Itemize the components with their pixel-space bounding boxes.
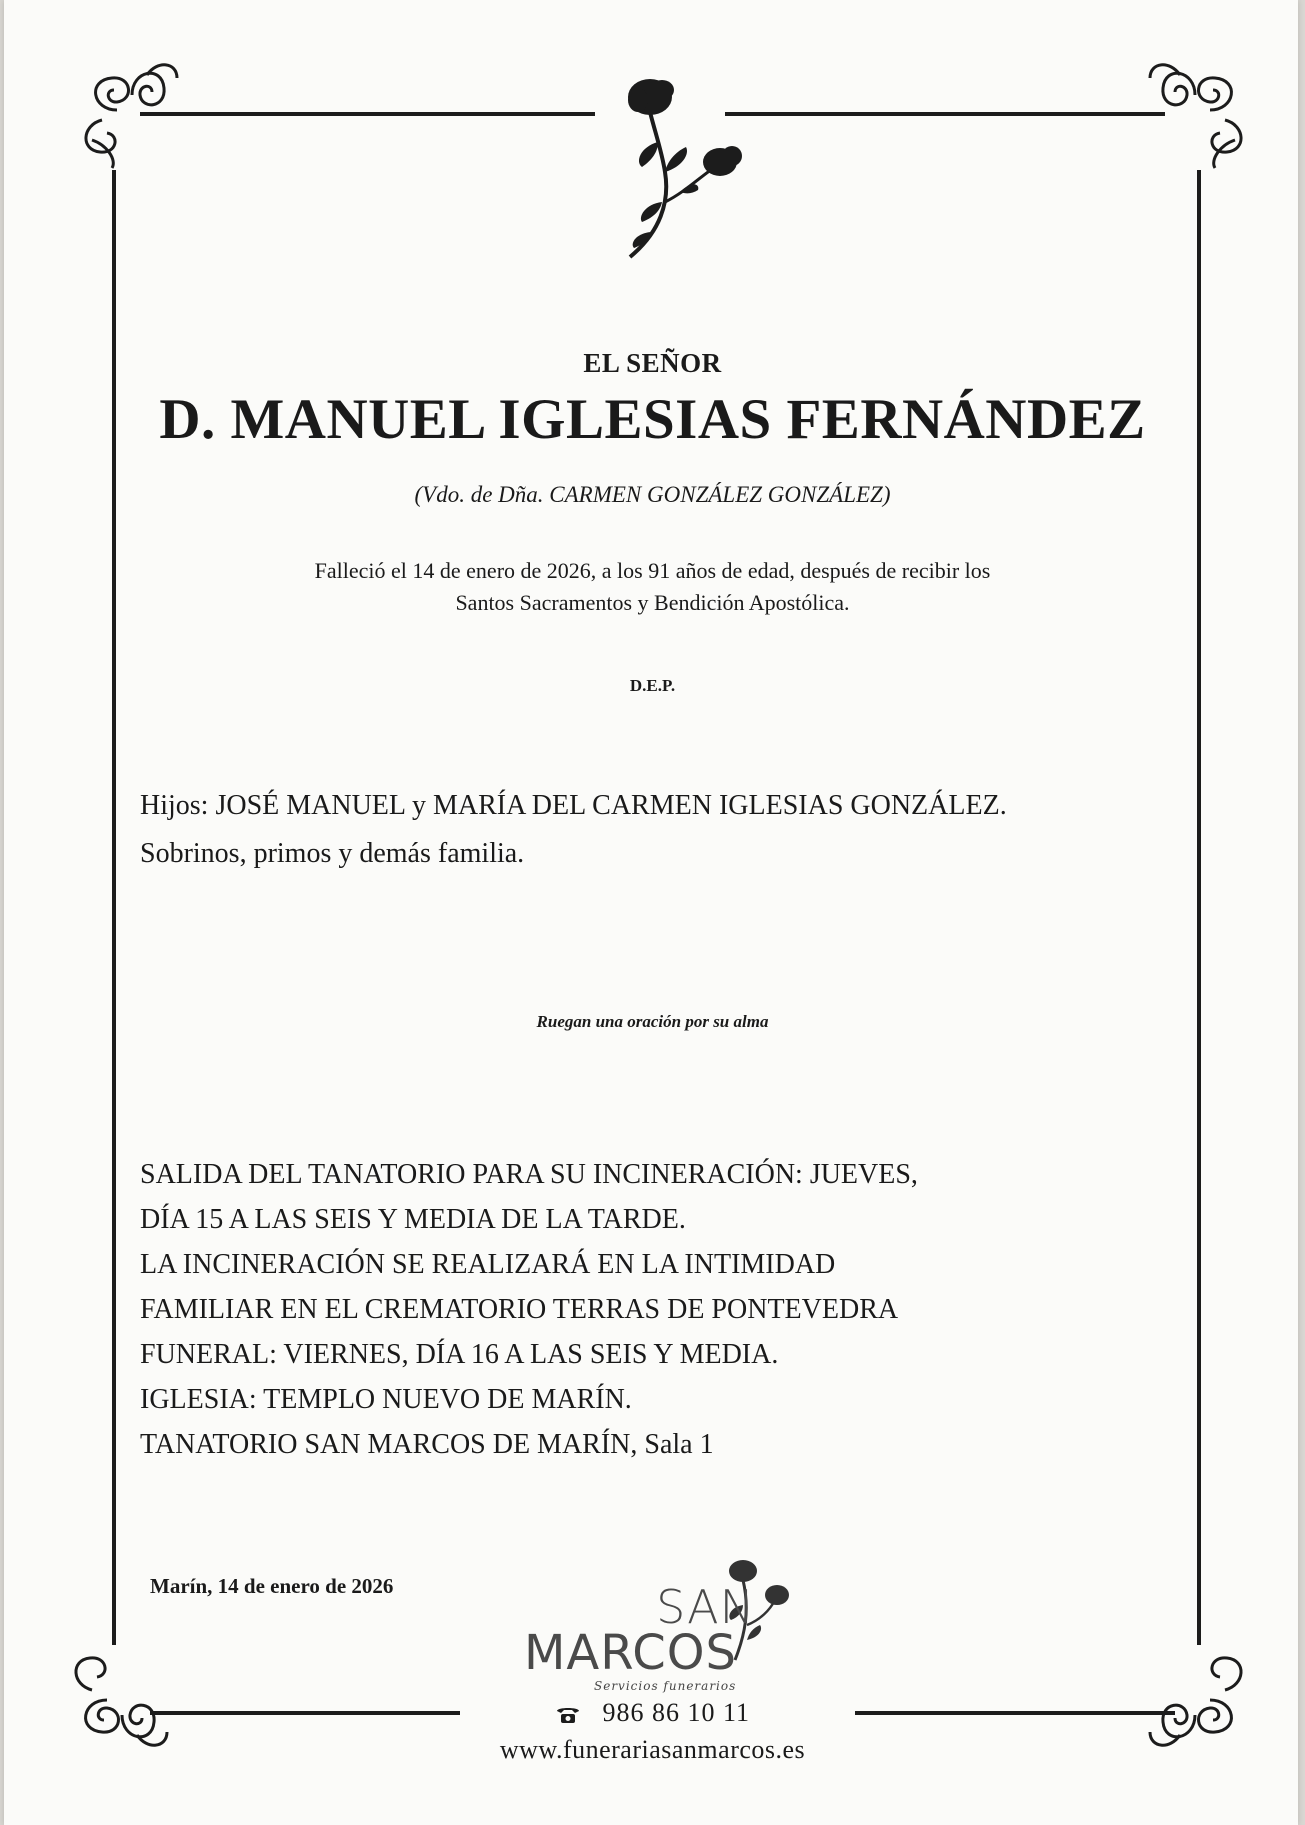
frame-top-left-line bbox=[140, 112, 595, 116]
death-notice-line1: Falleció el 14 de enero de 2026, a los 91 años de edad, después de recibir los bbox=[314, 558, 991, 583]
arrangement-line: FUNERAL: VIERNES, DÍA 16 A LAS SEIS Y MEDIA. bbox=[140, 1339, 779, 1370]
arrangement-line: IGLESIA: TEMPLO NUEVO DE MARÍN. bbox=[140, 1384, 632, 1415]
arrangement-line: FAMILIAR EN EL CREMATORIO TERRAS DE PONTEVEDRA bbox=[140, 1294, 899, 1325]
date-place: Marín, 14 de enero de 2026 bbox=[150, 1574, 394, 1598]
logo-subtitle: Servicios funerarios bbox=[594, 1679, 737, 1693]
death-notice-line2: Santos Sacramentos y Bendición Apostólica. bbox=[455, 590, 850, 615]
arrangement-line: SALIDA DEL TANATORIO PARA SU INCINERACIÓN: JUEVES, bbox=[140, 1159, 918, 1190]
title-small: EL SEÑOR bbox=[583, 348, 722, 378]
prayer-request: Ruegan una oración por su alma bbox=[536, 1012, 769, 1031]
logo-san-text: SAN bbox=[656, 1580, 755, 1634]
family-others: Sobrinos, primos y demás familia. bbox=[140, 838, 525, 869]
arrangement-line: TANATORIO SAN MARCOS DE MARÍN, Sala 1 bbox=[140, 1429, 714, 1460]
phone-line bbox=[0, 1698, 1305, 1728]
frame-top-right-line bbox=[725, 112, 1165, 116]
flower-icon bbox=[620, 72, 750, 267]
arrangements-section bbox=[140, 1152, 1240, 1467]
phone-icon bbox=[555, 1705, 581, 1725]
dep-label: D.E.P. bbox=[629, 676, 676, 695]
arrangement-line: LA INCINERACIÓN SE REALIZARÁ EN LA INTIMIDAD bbox=[140, 1249, 836, 1280]
website-link[interactable]: www.funerariasanmarcos.es bbox=[499, 1735, 806, 1764]
phone-number: 986 86 10 11 bbox=[602, 1698, 751, 1727]
widower-note: (Vdo. de Dña. CARMEN GONZÁLEZ GONZÁLEZ) bbox=[414, 482, 891, 507]
funeral-home-logo bbox=[510, 1555, 810, 1695]
logo-marcos-text: MARCOS bbox=[524, 1625, 737, 1681]
paper-sheet bbox=[4, 0, 1298, 1825]
corner-ornament-top-left bbox=[72, 50, 192, 170]
family-section bbox=[140, 782, 1220, 878]
deceased-name: D. MANUEL IGLESIAS FERNÁNDEZ bbox=[159, 388, 1146, 451]
corner-ornament-top-right bbox=[1135, 50, 1255, 170]
arrangement-line: DÍA 15 A LAS SEIS Y MEDIA DE LA TARDE. bbox=[140, 1204, 686, 1235]
family-children: Hijos: JOSÉ MANUEL y MARÍA DEL CARMEN IGLESIAS GONZÁLEZ. bbox=[140, 790, 1007, 821]
death-notice bbox=[0, 555, 1305, 619]
